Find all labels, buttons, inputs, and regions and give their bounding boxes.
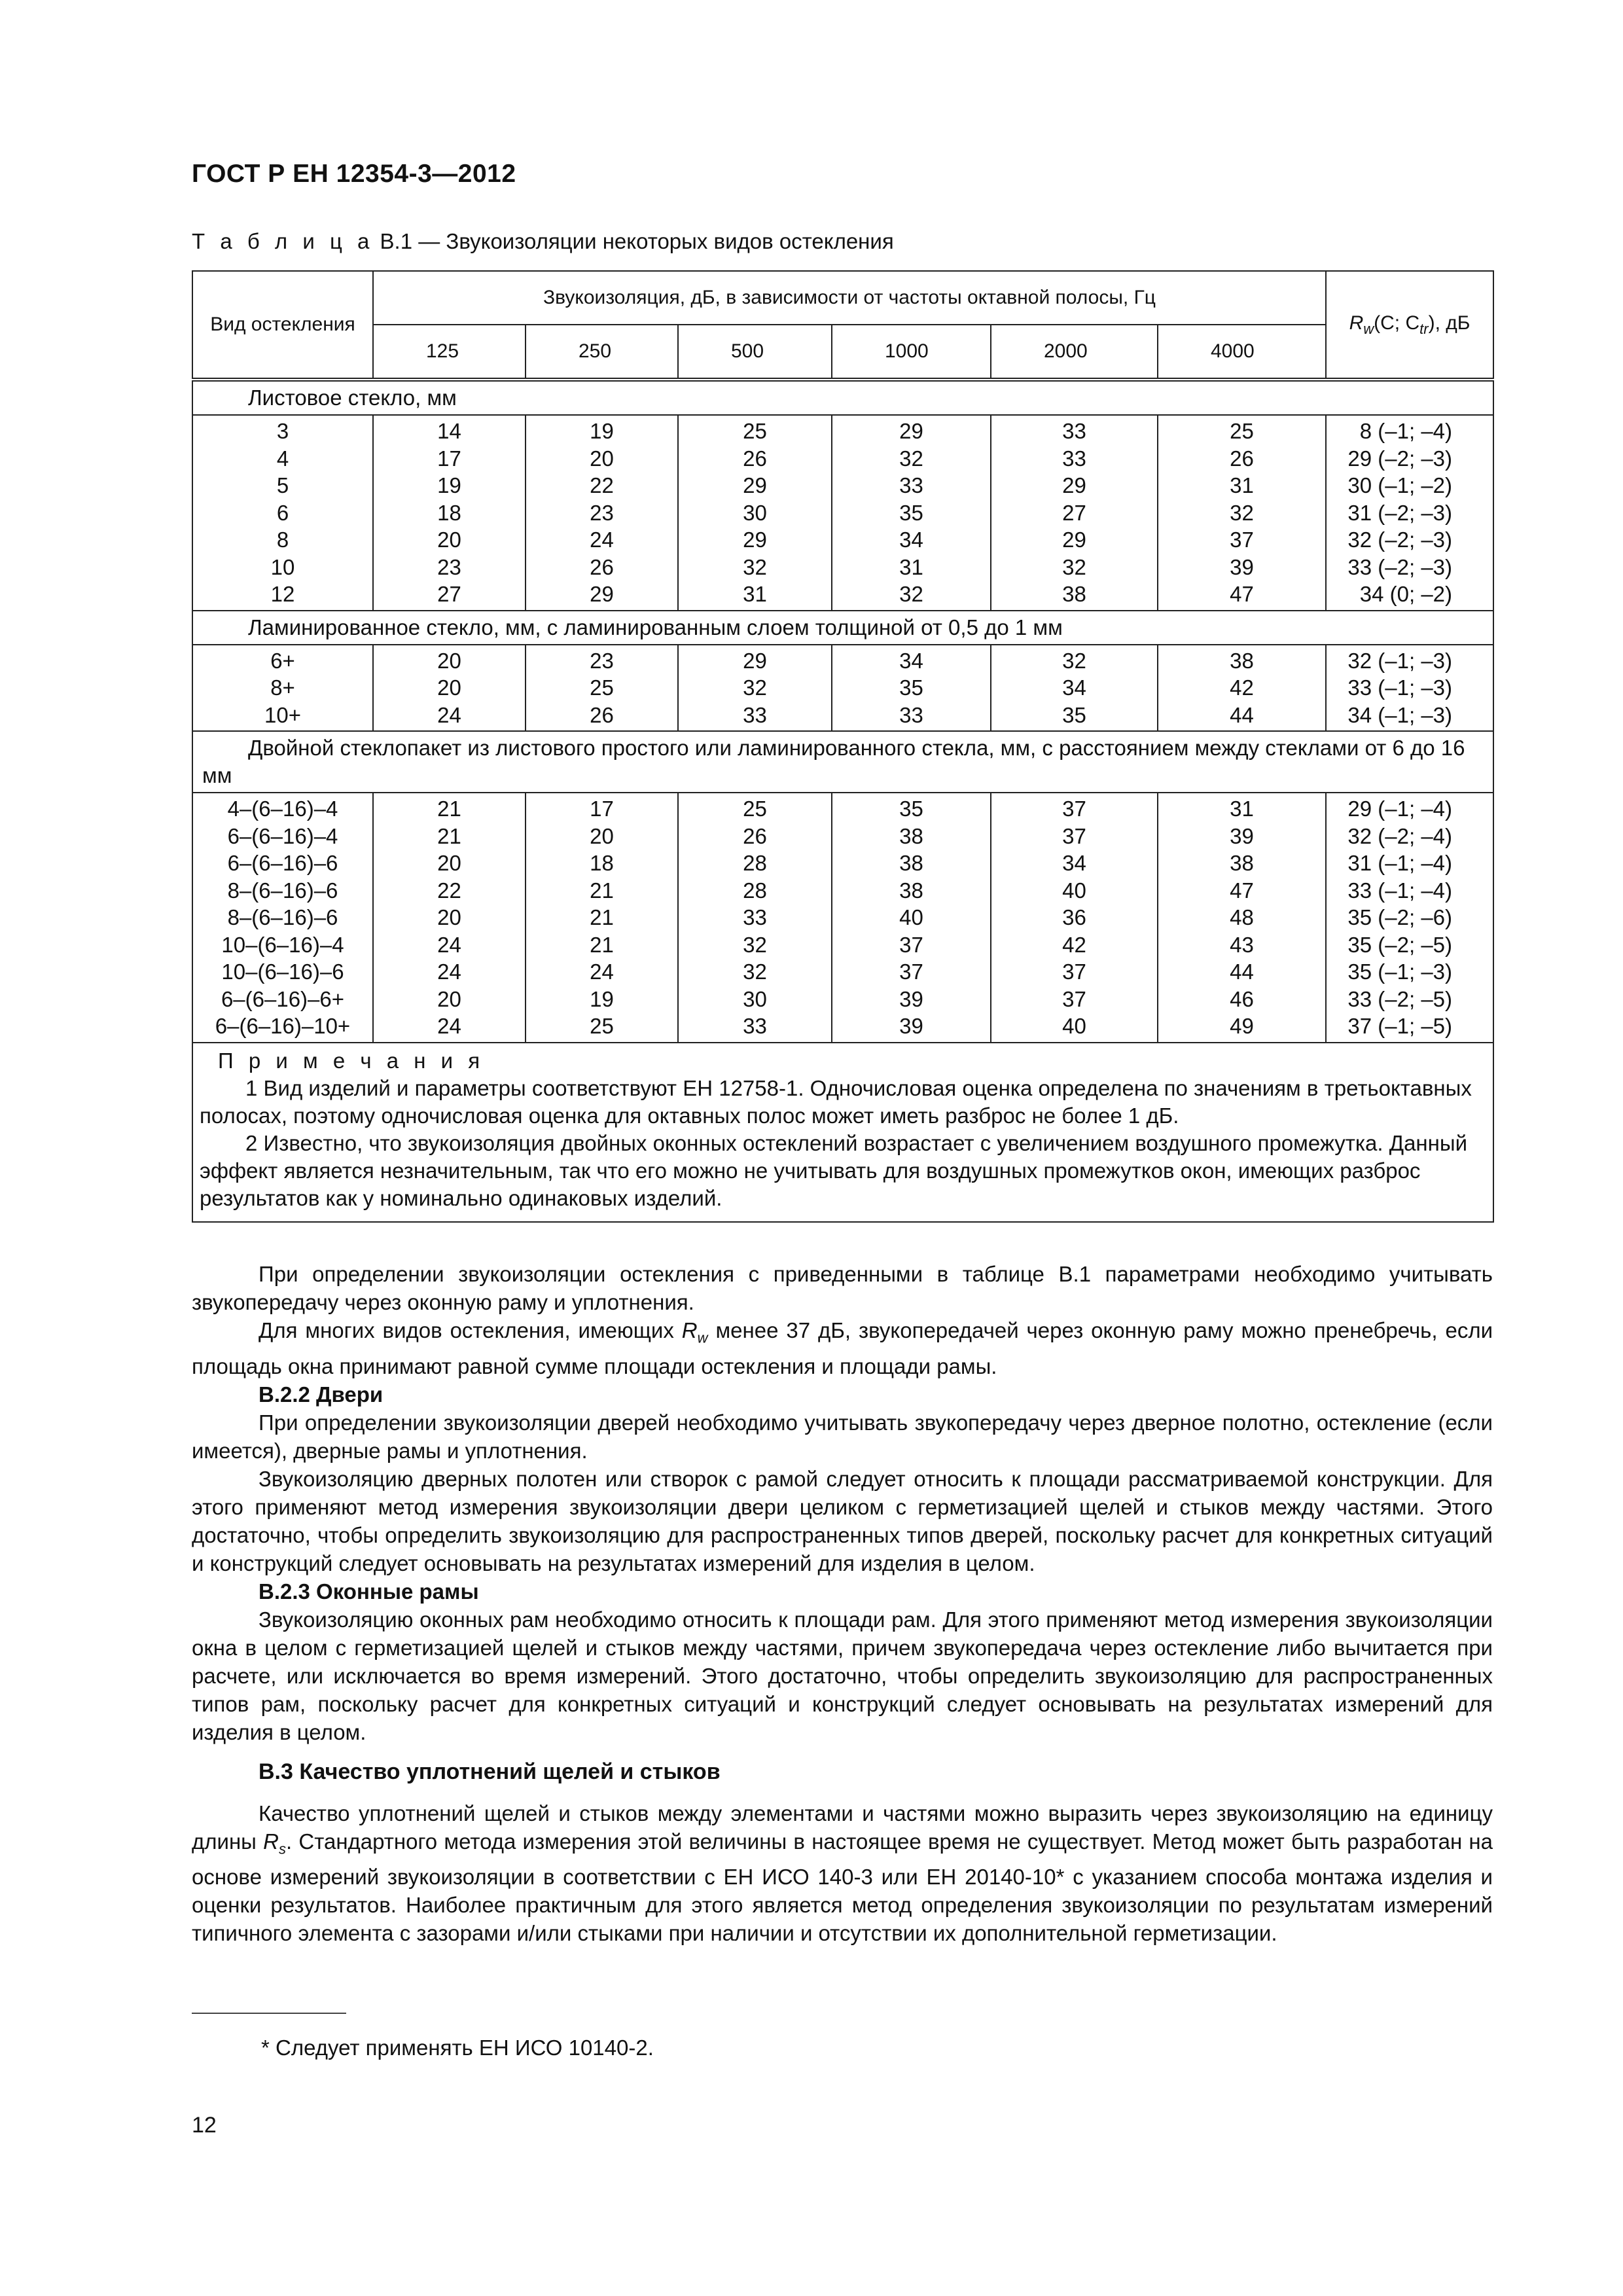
table-cell-value: 42 xyxy=(1230,675,1254,700)
section-heading-b3: В.3 Качество уплотнений щелей и стыков xyxy=(259,1759,721,1784)
table-cell-value: 31 xyxy=(743,582,767,606)
table-cell-value: 32 (–2; –4) xyxy=(1347,823,1453,848)
table-cell-value: 47 xyxy=(1230,582,1254,606)
table-cell-value: 33 xyxy=(743,905,767,929)
table-cell-value: 25 xyxy=(590,1014,614,1038)
table-cell-value: 21 xyxy=(590,905,614,929)
paragraph: При определении звукоизоляции дверей необходимо учитывать звукопередачу через дверное полотно, остекление (если имеется), дверные рамы и уплотнения. xyxy=(192,1410,1493,1463)
table-cell-value: 34 (0; –2) xyxy=(1359,582,1453,606)
table-cell-value: 33 xyxy=(743,702,767,727)
table-cell-value: 29 xyxy=(899,419,923,443)
value-cell xyxy=(678,645,832,732)
table-cell-value: 33 xyxy=(899,702,923,727)
table-cell-value: 32 (–2; –3) xyxy=(1347,528,1453,552)
table-cell-value: 32 xyxy=(899,446,923,471)
table-cell-value: 34 (–1; –3) xyxy=(1347,702,1453,727)
value-cell xyxy=(991,415,1158,611)
table-cell-value: 38 xyxy=(899,851,923,875)
value-cell xyxy=(1158,645,1326,732)
value-cell xyxy=(991,793,1158,1043)
section-title: Ламинированное стекло, мм, с ламинированным слоем толщиной от 0,5 до 1 мм xyxy=(192,611,1493,645)
glazing-type-cell xyxy=(192,793,373,1043)
table-cell-value: 20 xyxy=(437,905,461,929)
table-cell-value: 6–(6–16)–4 xyxy=(227,823,338,848)
table-cell-value: 29 (–1; –4) xyxy=(1347,797,1453,821)
table-cell-value: 6–(6–16)–10+ xyxy=(215,1014,351,1038)
column-header-frequency: 4000 xyxy=(1158,325,1326,380)
table-cell-value: 24 xyxy=(437,932,461,957)
table-cell-value: 34 xyxy=(899,648,923,673)
table-cell-value: 17 xyxy=(590,797,614,821)
table-cell-value: 33 (–2; –3) xyxy=(1347,554,1453,579)
table-cell-value: 19 xyxy=(590,419,614,443)
table-cell-value: 37 xyxy=(1062,797,1086,821)
table-cell-value: 29 (–2; –3) xyxy=(1347,446,1453,471)
table-cell-value: 44 xyxy=(1230,702,1254,727)
footnote: * Следует применять ЕН ИСО 10140-2. xyxy=(261,2036,654,2060)
table-cell-value: 31 xyxy=(1230,797,1254,821)
table-cell-value: 29 xyxy=(743,473,767,497)
table-cell-value: 23 xyxy=(437,554,461,579)
table-cell-value: 25 xyxy=(1230,419,1254,443)
table-cell-value: 27 xyxy=(437,582,461,606)
table-cell-value: 28 xyxy=(743,878,767,903)
table-cell-value: 25 xyxy=(590,675,614,700)
table-cell-value: 42 xyxy=(1062,932,1086,957)
section-heading-b23: В.2.3 Оконные рамы xyxy=(259,1579,479,1604)
table-cell-value: 29 xyxy=(743,528,767,552)
table-cell-value: 6+ xyxy=(270,648,295,673)
table-cell-value: 14 xyxy=(437,419,461,443)
value-cell xyxy=(678,415,832,611)
table-cell-value: 24 xyxy=(437,702,461,727)
table-cell-value: 40 xyxy=(1062,878,1086,903)
table-cell-value: 39 xyxy=(1230,554,1254,579)
table-cell-value: 6–(6–16)–6+ xyxy=(221,986,345,1011)
notes-title: П р и м е ч а н и я xyxy=(218,1048,485,1073)
table-cell-value: 20 xyxy=(437,851,461,875)
table-cell-value: 20 xyxy=(437,675,461,700)
table-cell-value: 34 xyxy=(1062,675,1086,700)
table-cell-value: 23 xyxy=(590,648,614,673)
table-cell-value: 32 xyxy=(899,582,923,606)
value-cell xyxy=(373,793,526,1043)
table-cell-value: 21 xyxy=(590,932,614,957)
table-cell-value: 10 xyxy=(270,554,295,579)
table-cell-value: 33 xyxy=(1062,419,1086,443)
table-caption xyxy=(192,229,894,254)
table-cell-value: 21 xyxy=(590,878,614,903)
table-cell-value: 32 xyxy=(1062,648,1086,673)
table-cell-value: 37 xyxy=(1062,960,1086,984)
table-cell-value: 20 xyxy=(590,823,614,848)
table-cell-value: 46 xyxy=(1230,986,1254,1011)
table-cell-value: 24 xyxy=(590,960,614,984)
table-cell-value: 32 xyxy=(743,675,767,700)
value-cell xyxy=(832,415,991,611)
table-cell-value: 37 xyxy=(899,960,923,984)
column-header-frequency: 250 xyxy=(526,325,678,380)
table-cell-value: 21 xyxy=(437,823,461,848)
column-header-glazing-type: Вид остекления xyxy=(192,271,373,380)
table-cell-value: 5 xyxy=(276,473,289,497)
table-cell-value: 37 (–1; –5) xyxy=(1347,1014,1453,1038)
table-cell-value: 24 xyxy=(590,528,614,552)
table-cell-value: 32 (–1; –3) xyxy=(1347,648,1453,673)
table-cell-value: 22 xyxy=(590,473,614,497)
table-cell-value: 35 xyxy=(899,797,923,821)
body-text xyxy=(192,1260,1493,1947)
table-cell-value: 33 (–1; –3) xyxy=(1347,675,1453,700)
table-cell-value: 10–(6–16)–4 xyxy=(221,932,344,957)
table-cell-value: 31 (–2; –3) xyxy=(1347,500,1453,525)
value-cell xyxy=(832,645,991,732)
table-cell-value: 32 xyxy=(743,960,767,984)
document-header: ГОСТ Р ЕН 12354-3—2012 xyxy=(192,160,516,188)
table-cell-value: 4–(6–16)–4 xyxy=(227,797,338,821)
table-cell-value: 10–(6–16)–6 xyxy=(221,960,344,984)
section-heading-b22: В.2.2 Двери xyxy=(259,1382,383,1407)
table-cell-value: 43 xyxy=(1230,932,1254,957)
value-cell xyxy=(678,793,832,1043)
table-cell-value: 39 xyxy=(899,1014,923,1038)
paragraph: Звукоизоляцию дверных полотен или створок с рамой следует относить к площади рассматриваемой конструкции. Для этого применяют метод измерения звукоизоляции двери целиком с герметизацией щелей и стыков между частями. Этого достаточно, чтобы определить звукоизоляцию для распространенных типов дверей, поскольку расчет для конкретных ситуаций и конструкций следует основывать на результатах измерений для изделия в целом. xyxy=(192,1466,1493,1575)
column-header-frequency: 125 xyxy=(373,325,526,380)
table-cell-value: 17 xyxy=(437,446,461,471)
table-cell-value: 20 xyxy=(590,446,614,471)
note-1: 1 Вид изделий и параметры соответствуют ЕН 12758-1. Одночисловая оценка определена по значениям в третьоктавных полосах, поэтому одночисловая оценка для октавных полос может иметь разброс не более 1 дБ. xyxy=(200,1075,1472,1128)
table-cell-value: 25 xyxy=(743,419,767,443)
table-cell-value: 19 xyxy=(437,473,461,497)
table-cell-value: 37 xyxy=(1230,528,1254,552)
table-cell-value: 35 (–1; –3) xyxy=(1347,960,1453,984)
table-cell-value: 36 xyxy=(1062,905,1086,929)
table-cell-value: 32 xyxy=(1062,554,1086,579)
section-title: Листовое стекло, мм xyxy=(192,380,1493,415)
table-cell-value: 20 xyxy=(437,648,461,673)
table-cell-value: 30 xyxy=(743,500,767,525)
note-2: 2 Известно, что звукоизоляция двойных оконных остеклений возрастает с увеличением воздушного промежутка. Данный эффект является незначительным, так что его можно не учитывать для воздушных промежутков окон, имеющих разброс результатов как у номинально одинаковых изделий. xyxy=(200,1130,1468,1210)
table-cell-value: 33 xyxy=(899,473,923,497)
table-cell-value: 49 xyxy=(1230,1014,1254,1038)
paragraph: Звукоизоляцию оконных рам необходимо относить к площади рам. Для этого применяют метод измерения звукоизоляции окна в целом с герметизацией щелей и стыков между частями, причем звукопередача через остекление либо вычитается при расчете, или исключается во время измерений. Этого достаточно, чтобы определить звукоизоляцию для распространенных типов рам, поскольку расчет для конкретных ситуаций и конструкций следует основывать на результатах измерений для изделия в целом. xyxy=(192,1607,1493,1744)
table-cell-value: 39 xyxy=(1230,823,1254,848)
table-cell-value: 22 xyxy=(437,878,461,903)
table-cell-value: 26 xyxy=(590,554,614,579)
table-cell-value: 32 xyxy=(743,554,767,579)
table-cell-value: 44 xyxy=(1230,960,1254,984)
table-cell-value: 8 xyxy=(276,528,289,552)
table-cell-value: 6–(6–16)–6 xyxy=(227,851,338,875)
rw-cell xyxy=(1326,415,1493,611)
paragraph: При определении звукоизоляции остекления с приведенными в таблице В.1 параметрами необходимо учитывать звукопередачу через оконную раму и уплотнения. xyxy=(192,1262,1493,1314)
table-cell-value: 32 xyxy=(743,932,767,957)
table-cell-value: 33 xyxy=(743,1014,767,1038)
column-header-rw: $R_w(C$; $C_{tr}$), дБ xyxy=(1326,271,1493,380)
table-cell-value: 26 xyxy=(590,702,614,727)
column-header-frequency: 2000 xyxy=(991,325,1158,380)
value-cell xyxy=(373,645,526,732)
table-cell-value: 35 xyxy=(1062,702,1086,727)
table-cell-value: 25 xyxy=(743,797,767,821)
table-cell-value: 32 xyxy=(1230,500,1254,525)
table-cell-value: 40 xyxy=(899,905,923,929)
table-cell-value: 37 xyxy=(1062,986,1086,1011)
table-cell-value: 8–(6–16)–6 xyxy=(227,905,338,929)
table-cell-value: 35 (–2; –6) xyxy=(1347,905,1453,929)
table-cell-value: 34 xyxy=(899,528,923,552)
table-cell-value: 35 (–2; –5) xyxy=(1347,932,1453,957)
table-cell-value: 38 xyxy=(1062,582,1086,606)
footnote-divider xyxy=(192,2013,346,2014)
table-cell-value: 18 xyxy=(437,500,461,525)
paragraph: Для многих видов остекления, имеющих $R_w$ менее 37 дБ, звукопередачей через оконную раму можно пренебречь, если площадь окна принимают равной сумме площади остекления и площади рамы. xyxy=(192,1318,1493,1378)
table-cell-value: 47 xyxy=(1230,878,1254,903)
column-header-frequency: 500 xyxy=(678,325,832,380)
table-caption-prefix: Т а б л и ц а xyxy=(192,229,374,253)
table-cell-value: 31 xyxy=(899,554,923,579)
table-cell-value: 23 xyxy=(590,500,614,525)
table-cell-value: 26 xyxy=(743,446,767,471)
table-cell-value: 12 xyxy=(270,582,295,606)
table-cell-value: 6 xyxy=(276,500,289,525)
table-cell-value: 39 xyxy=(899,986,923,1011)
glazing-type-cell xyxy=(192,645,373,732)
table-cell-value: 33 (–2; –5) xyxy=(1347,986,1453,1011)
table-cell-value: 21 xyxy=(437,797,461,821)
table-caption-text: В.1 — Звукоизоляции некоторых видов остекления xyxy=(374,229,894,253)
value-cell xyxy=(1158,415,1326,611)
table-cell-value: 40 xyxy=(1062,1014,1086,1038)
glazing-type-cell xyxy=(192,415,373,611)
table-cell-value: 27 xyxy=(1062,500,1086,525)
table-cell-value: 34 xyxy=(1062,851,1086,875)
table-cell-value: 37 xyxy=(899,932,923,957)
table-cell-value: 31 xyxy=(1230,473,1254,497)
rw-cell xyxy=(1326,645,1493,732)
column-header-frequency-group: Звукоизоляция, дБ, в зависимости от частоты октавной полосы, Гц xyxy=(373,271,1326,325)
table-cell-value: 26 xyxy=(1230,446,1254,471)
table-cell-value: 24 xyxy=(437,1014,461,1038)
value-cell xyxy=(526,793,678,1043)
table-cell-value: 8 (–1; –4) xyxy=(1359,419,1453,443)
page-number: 12 xyxy=(192,2113,217,2138)
table-cell-value: 38 xyxy=(899,823,923,848)
table-cell-value: 35 xyxy=(899,500,923,525)
table-cell-value: 29 xyxy=(1062,528,1086,552)
table-cell-value: 38 xyxy=(899,878,923,903)
table-cell-value: 20 xyxy=(437,986,461,1011)
table-cell-value: 38 xyxy=(1230,648,1254,673)
value-cell xyxy=(832,793,991,1043)
table-cell-value: 8–(6–16)–6 xyxy=(227,878,338,903)
table-cell-value: 35 xyxy=(899,675,923,700)
table-cell-value: 48 xyxy=(1230,905,1254,929)
table-cell-value: 4 xyxy=(276,446,289,471)
table-cell-value: 29 xyxy=(590,582,614,606)
table-cell-value: 29 xyxy=(743,648,767,673)
table-notes xyxy=(192,1043,1493,1222)
table-cell-value: 31 (–1; –4) xyxy=(1347,851,1453,875)
table-cell-value: 33 (–1; –4) xyxy=(1347,878,1453,903)
paragraph: Качество уплотнений щелей и стыков между элементами и частями можно выразить через звукоизоляцию на единицу длины $R_s$. Стандартного метода измерения этой величины в настоящее время не существует. Метод может быть разработан на основе измерений звукоизоляции в соответствии с ЕН ИСО 140-3 или ЕН 20140-10* с указанием способа монтажа изделия и оценки результатов. Наиболее практичным для этого является метод определения звукоизоляции по результатам измерений типичного элемента с зазорами и/или стыками при наличии и отсутствии их дополнительной герметизации. xyxy=(192,1801,1493,1946)
table-cell-value: 38 xyxy=(1230,851,1254,875)
table-cell-value: 10+ xyxy=(264,702,301,727)
table-cell-value: 29 xyxy=(1062,473,1086,497)
column-header-frequency: 1000 xyxy=(832,325,991,380)
table-cell-value: 3 xyxy=(276,419,289,443)
rw-cell xyxy=(1326,793,1493,1043)
value-cell xyxy=(991,645,1158,732)
table-cell-value: 20 xyxy=(437,528,461,552)
table-cell-value: 24 xyxy=(437,960,461,984)
table-cell-value: 26 xyxy=(743,823,767,848)
value-cell xyxy=(1158,793,1326,1043)
table-cell-value: 30 xyxy=(743,986,767,1011)
value-cell xyxy=(526,415,678,611)
table-cell-value: 18 xyxy=(590,851,614,875)
value-cell xyxy=(526,645,678,732)
table-cell-value: 8+ xyxy=(270,675,295,700)
glazing-sound-insulation-table xyxy=(192,270,1494,1223)
value-cell xyxy=(373,415,526,611)
table-cell-value: 33 xyxy=(1062,446,1086,471)
table-cell-value: 30 (–1; –2) xyxy=(1347,473,1453,497)
table-cell-value: 28 xyxy=(743,851,767,875)
section-title: Двойной стеклопакет из листового простого или ламинированного стекла, мм, с расстоянием между стеклами от 6 до 16 мм xyxy=(192,731,1493,793)
table-cell-value: 37 xyxy=(1062,823,1086,848)
table-cell-value: 19 xyxy=(590,986,614,1011)
